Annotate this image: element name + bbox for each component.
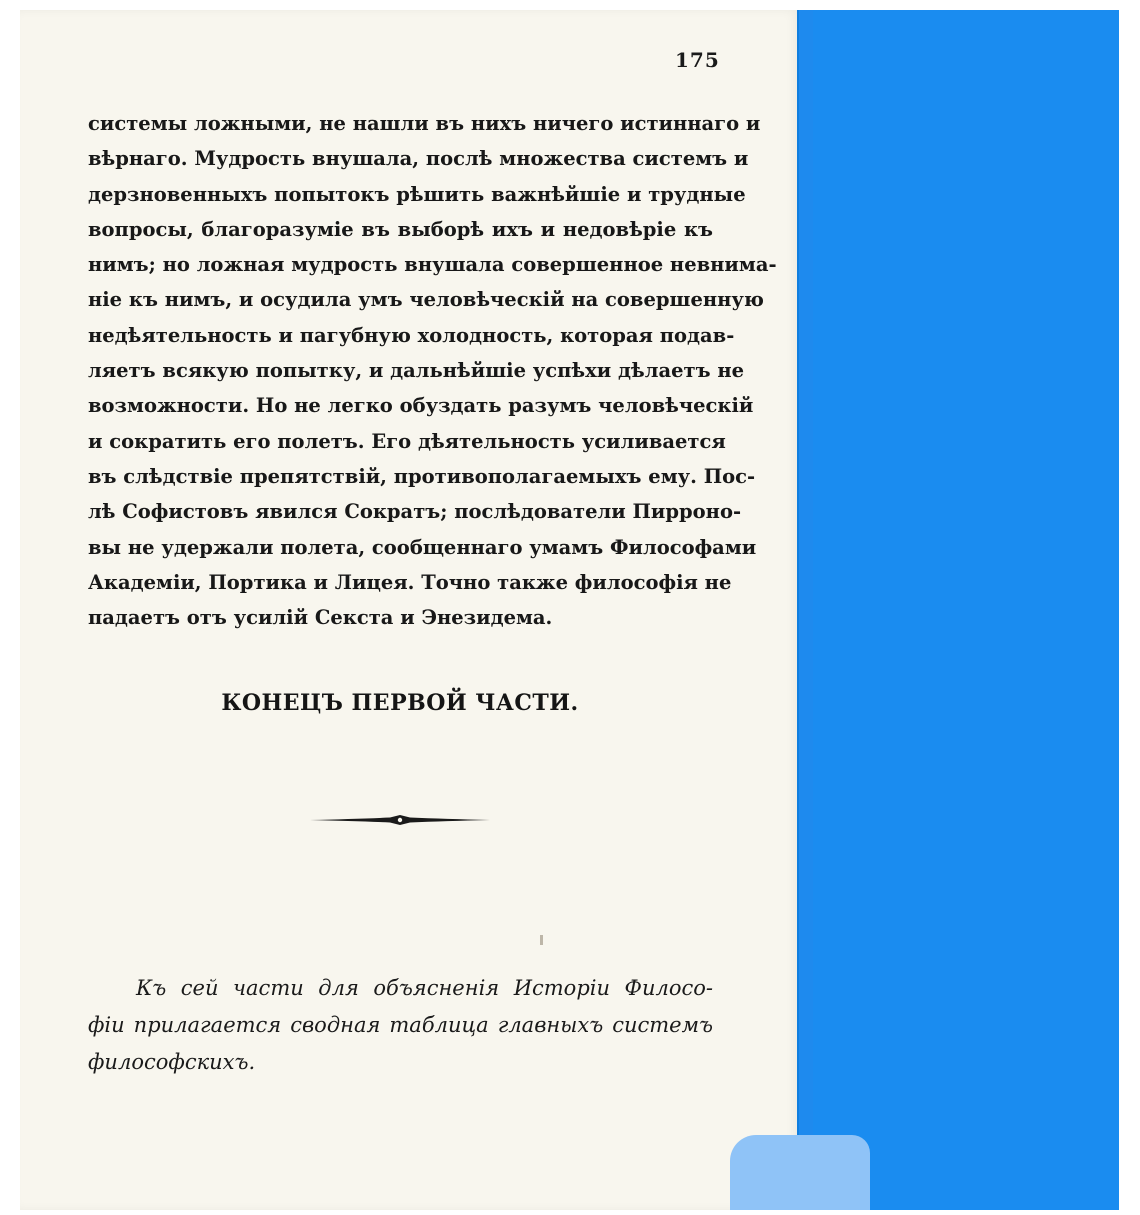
- paper-speck: [540, 935, 543, 945]
- text-line: дерзновенныхъ попытокъ рѣшить важнѣйшіе и трудные: [88, 182, 746, 206]
- page-edge-shadow: [797, 10, 813, 1210]
- note-line: Къ сей части для объясненія Исторіи Филосо-: [136, 976, 713, 1000]
- appendix-note: [88, 970, 713, 1081]
- text-line: въ слѣдствіе препятствій, противополагаемыхъ ему. Пос-: [88, 464, 756, 488]
- text-line: лѣ Софистовъ явился Сократъ; послѣдователи Пирроно-: [88, 500, 742, 524]
- section-end-heading: КОНЕЦЪ ПЕРВОЙ ЧАСТИ.: [221, 690, 579, 716]
- text-line: нимъ; но ложная мудрость внушала совершенное невнима-: [88, 253, 777, 277]
- text-line: возможности. Но не легко обуздать разумъ человѣческій: [88, 394, 754, 418]
- note-line: философскихъ.: [88, 1050, 256, 1074]
- ornamental-divider-icon: [310, 810, 490, 830]
- text-line: Академіи, Портика и Лицея. Точно также философія не: [88, 570, 732, 594]
- body-paragraph: [88, 106, 777, 635]
- text-line: и сократить его полетъ. Его дѣятельность усиливается: [88, 429, 726, 453]
- text-line: вопросы, благоразуміе въ выборѣ ихъ и недовѣріе къ: [88, 217, 713, 241]
- text-line: системы ложными, не нашли въ нихъ ничего истиннаго и: [88, 112, 761, 135]
- blue-backing-panel: [797, 10, 1119, 1210]
- text-line: вѣрнаго. Мудрость внушала, послѣ множества системъ и: [88, 147, 749, 171]
- page-number: 175: [675, 48, 720, 72]
- text-line: вы не удержали полета, сообщеннаго умамъ Философами: [88, 535, 757, 559]
- book-page: [20, 10, 800, 1210]
- text-line: ніе къ нимъ, и осудила умъ человѣческій на совершенную: [88, 288, 764, 312]
- text-line: падаетъ отъ усилій Секста и Энезидема.: [88, 606, 553, 630]
- text-line: ляетъ всякую попытку, и дальнѣйшіе успѣхи дѣлаетъ не: [88, 359, 744, 383]
- text-line: недѣятельность и пагубную холодность, которая подав-: [88, 323, 735, 347]
- note-line: фіи прилагается сводная таблица главныхъ системъ: [88, 1013, 713, 1037]
- blue-tab-marker: [730, 1135, 870, 1210]
